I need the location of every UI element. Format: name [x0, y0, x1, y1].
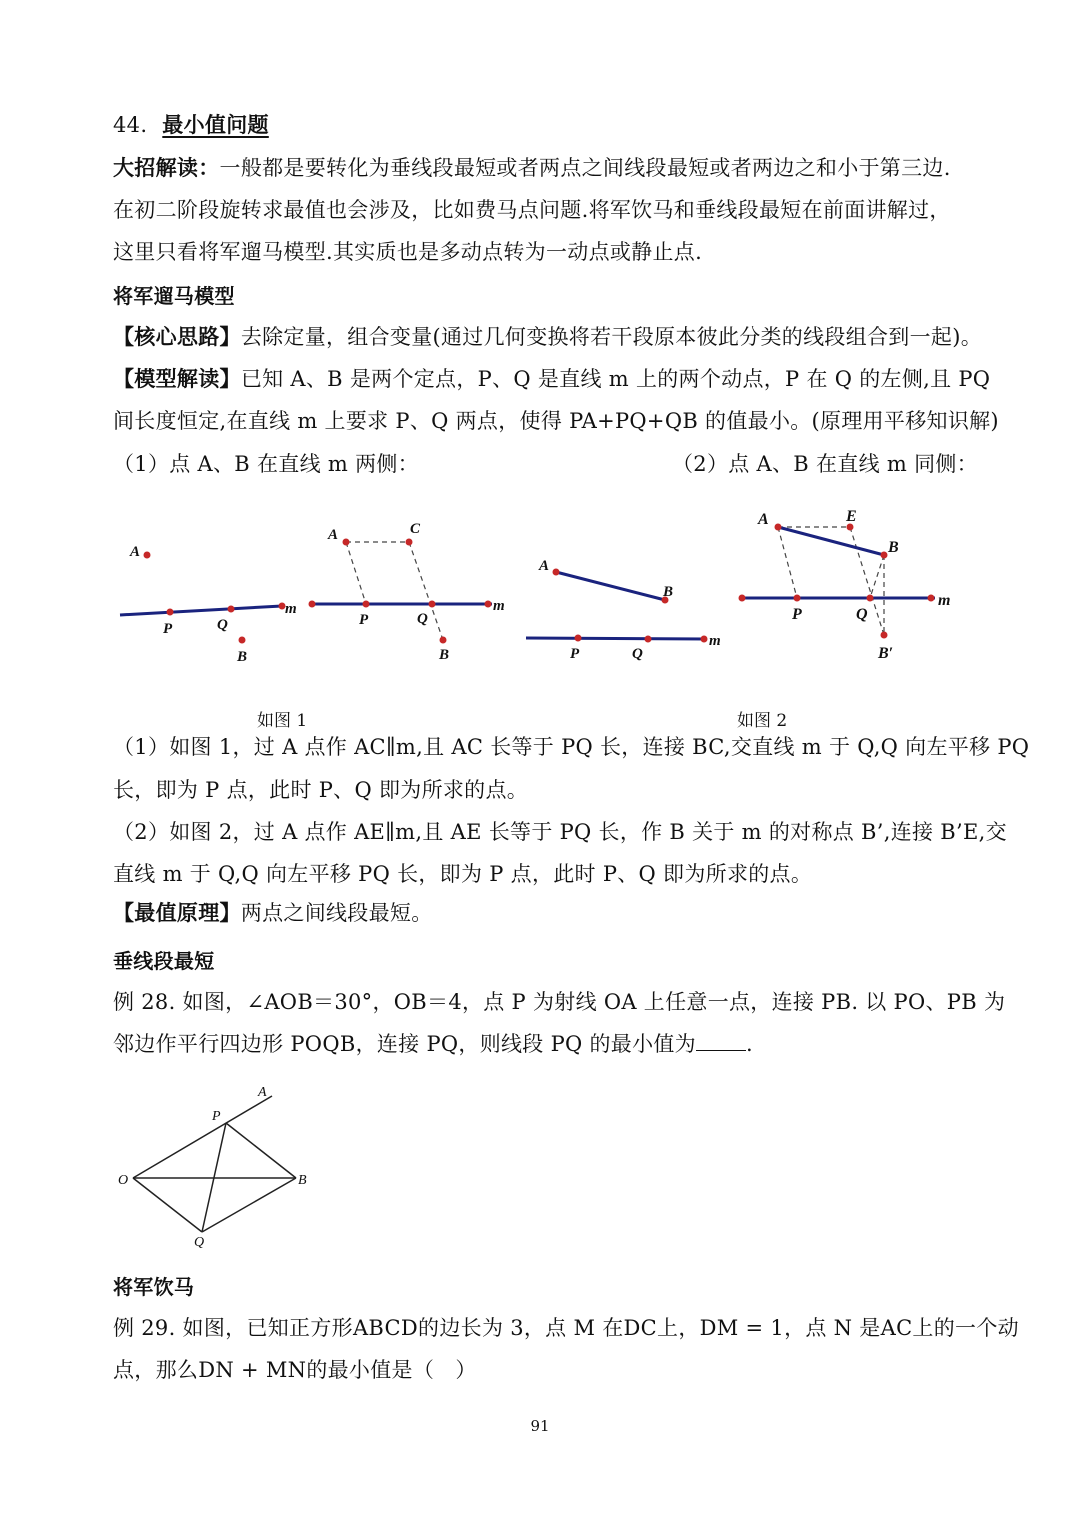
intro-label: 大招解读: [113, 155, 199, 180]
fig1-left-point-a: [144, 552, 151, 559]
fig1-left-label-p: P: [163, 621, 173, 637]
fig1-right-label-m: m: [493, 598, 505, 614]
figure-2: [520, 500, 970, 680]
fig1-right-point-b: [440, 637, 447, 644]
fig1-right-point-q: [429, 601, 436, 608]
fig2-left-line-m: [526, 638, 706, 639]
fig1-left-label-m: m: [285, 601, 297, 617]
example-28-end: .: [746, 1032, 753, 1056]
fig1-left-line-m: [120, 606, 282, 615]
fig1-left-point-b: [239, 637, 246, 644]
page-number: 91: [530, 1417, 550, 1435]
fig28-label-a: A: [258, 1085, 267, 1100]
fig2-left-label-q: Q: [632, 646, 643, 662]
fig2-left-label-a: A: [539, 558, 550, 574]
fig1-left-label-a: A: [130, 544, 141, 560]
solution-1-line-1: （1）如图 1，过 A 点作 AC∥m,且 AC 长等于 PQ 长，连接 BC,交直线 m 于 Q,Q 向左平移 PQ: [113, 735, 1030, 759]
fig2-right-label-p: P: [792, 606, 802, 623]
case-2-heading: （2）点 A、B 在直线 m 同侧：: [672, 452, 978, 476]
fig2-left-label-m: m: [709, 633, 721, 649]
segment-pb: [226, 1123, 296, 1178]
fig2-right-segment-ab: [778, 527, 884, 555]
fig1-left-point-q: [228, 606, 235, 613]
read-text-1: 已知 A、B 是两个定点，P、Q 是直线 m 上的两个动点，P 在 Q 的左侧,且 PQ: [240, 367, 991, 391]
fig2-left-label-p: P: [570, 646, 580, 662]
fig2-segment-ab: [556, 572, 665, 600]
fig2-left-point-q: [645, 636, 652, 643]
section-heading: [113, 110, 269, 140]
fig2-left-point-p: [575, 635, 582, 642]
example-29-line-1: 例 29. 如图，已知正方形ABCD的边长为 3，点 M 在DC上，DM = 1，点 N 是AC上的一个动: [113, 1316, 1019, 1340]
fig1-left-label-b: B: [237, 649, 248, 665]
section-number: 44.: [113, 113, 148, 137]
fig1-left-point-p: [167, 609, 174, 616]
read-label: 【模型解读】: [113, 366, 241, 391]
intro-colon: ：: [198, 155, 220, 180]
fig28-label-p: P: [212, 1109, 221, 1124]
example-29-line-2: 点，那么DN + MN的最小值是（ ）: [113, 1358, 477, 1382]
answer-blank: [696, 1032, 746, 1051]
principle: [113, 898, 433, 928]
fig2-right-label-b: B: [888, 539, 899, 556]
fig2-right-line-start: [739, 595, 746, 602]
fig28-label-o: O: [118, 1173, 129, 1188]
intro-line-3: 这里只看将军遛马模型.其实质也是多动点转为一动点或静止点.: [113, 240, 703, 264]
fig2-label-b-prime: B′: [878, 645, 894, 662]
fig1-right-point-p: [363, 601, 370, 608]
core-idea: [113, 322, 982, 352]
fig1-right-line-end: [485, 601, 492, 608]
fig2-point-b-prime: [881, 632, 888, 639]
solution-1-line-2: 长，即为 P 点，此时 P、Q 即为所求的点。: [113, 778, 529, 802]
fig2-segment-bq: [870, 555, 884, 598]
example-28-line-1: 例 28. 如图，∠AOB＝30°，OB＝4，点 P 为射线 OA 上任意一点，连接 PB. 以 PO、PB 为: [113, 990, 1006, 1014]
fig28-label-b: B: [298, 1173, 307, 1188]
fig2-right-label-q: Q: [856, 606, 868, 623]
fig2-right-point-q: [867, 595, 874, 602]
fig1-right-label-q: Q: [417, 611, 428, 627]
example-28-text: 邻边作平行四边形 POQB，连接 PQ，则线段 PQ 的最小值为: [113, 1032, 696, 1056]
fig2-right-label-a: A: [758, 511, 769, 528]
model-title: 将军遛马模型: [113, 284, 235, 308]
fig1-right-point-a: [343, 539, 350, 546]
intro-line-1: [113, 153, 951, 183]
fig2-right-point-p: [794, 595, 801, 602]
figure-1-caption: 如图 1: [257, 711, 308, 731]
fig1-point-c: [406, 539, 413, 546]
fig2-right-point-b: [881, 552, 888, 559]
solution-2-line-1: （2）如图 2，过 A 点作 AE∥m,且 AE 长等于 PQ 长，作 B 关于 m 的对称点 B’,连接 B’E,交: [113, 820, 1007, 844]
core-text: 去除定量，组合变量(通过几何变换将若干段原本彼此分类的线段组合到一起)。: [240, 325, 982, 349]
figure-1: [110, 505, 520, 680]
segment-oq: [133, 1178, 202, 1232]
fig2-left-point-a: [553, 569, 560, 576]
fig1-right-label-b: B: [439, 647, 450, 663]
segment-qb: [202, 1178, 296, 1232]
fig2-left-label-b: B: [663, 584, 674, 600]
fig28-label-q: Q: [194, 1235, 205, 1250]
fig2-segment-ap: [778, 527, 797, 598]
example-28-line-2: [113, 1029, 753, 1059]
horse-title: 将军饮马: [113, 1275, 195, 1299]
fig2-label-e: E: [846, 508, 857, 525]
fig2-right-line-end: [928, 595, 935, 602]
ray-oa: [133, 1096, 272, 1178]
section-title: 最小值问题: [162, 112, 269, 137]
fig2-left-line-end: [701, 636, 708, 643]
perpendicular-title: 垂线段最短: [113, 949, 215, 973]
model-read-1: [113, 364, 990, 394]
figure-2-caption: 如图 2: [737, 711, 788, 731]
principle-text: 两点之间线段最短。: [240, 901, 433, 925]
fig1-right-label-a: A: [328, 527, 339, 543]
core-label: 【核心思路】: [113, 324, 241, 349]
fig1-left-label-q: Q: [217, 617, 228, 633]
case-1-heading: （1）点 A、B 在直线 m 两侧：: [113, 452, 419, 476]
fig2-right-label-m: m: [938, 592, 951, 609]
solution-2-line-2: 直线 m 于 Q,Q 向左平移 PQ 长，即为 P 点，此时 P、Q 即为所求的点。: [113, 862, 813, 886]
example-28-figure: [110, 1080, 340, 1250]
model-read-2: 间长度恒定,在直线 m 上要求 P、Q 两点，使得 PA+PQ+QB 的值最小。(原理用平移知识解): [113, 409, 999, 433]
fig1-segment-ap: [346, 542, 366, 604]
fig1-right-label-p: P: [359, 612, 369, 628]
intro-text-1: 一般都是要转化为垂线段最短或者两点之间线段最短或者两边之和小于第三边.: [219, 156, 951, 180]
fig1-right-line-start: [309, 601, 316, 608]
intro-line-2: 在初二阶段旋转求最值也会涉及，比如费马点问题.将军饮马和垂线段最短在前面讲解过，: [113, 198, 951, 222]
principle-label: 【最值原理】: [113, 900, 241, 925]
fig1-label-c: C: [410, 521, 421, 537]
fig2-right-point-a: [775, 524, 782, 531]
